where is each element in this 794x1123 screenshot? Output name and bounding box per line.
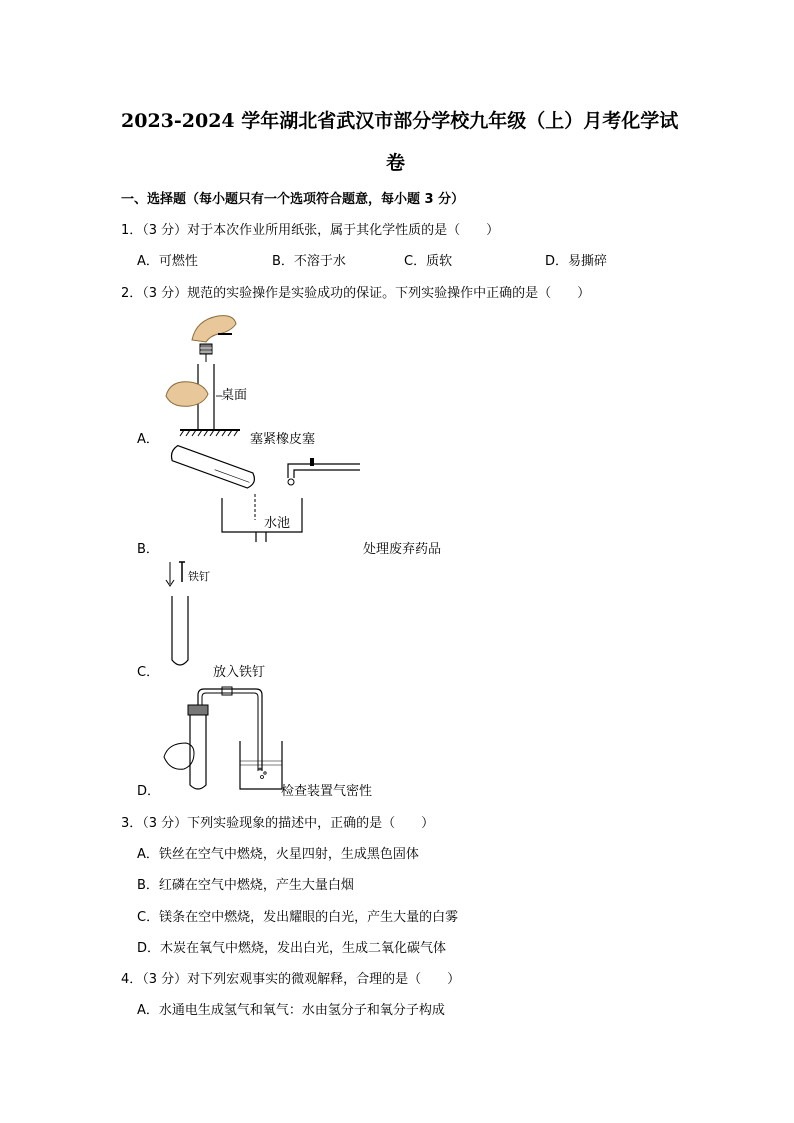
option-a-caption: 塞紧橡皮塞 [250, 432, 316, 447]
option-b-caption: 处理废弃药品 [363, 542, 442, 557]
question-3-option-c[interactable]: C．镁条在空中燃烧，发出耀眼的白光，产生大量的白雾 [137, 910, 459, 925]
question-1-option-a: A．可燃性 [137, 254, 198, 269]
question-4-stem: 4．（3 分）对下列宏观事实的微观解释，合理的是（ ） [121, 972, 461, 987]
question-3-stem: 3．（3 分）下列实验现象的描述中，正确的是（ ） [121, 816, 435, 831]
question-4-option-a[interactable]: A．水通电生成氢气和氧气：水由氢分子和氧分子构成 [137, 1003, 445, 1018]
question-3-option-b[interactable]: B．红磷在空气中燃烧，产生大量白烟 [137, 878, 354, 893]
tilted-test-tube-icon [169, 445, 256, 490]
option-c-label-nail: 铁钉 [188, 570, 210, 583]
test-tube-icon [172, 596, 188, 665]
question-2-option-a[interactable]: A． [137, 432, 159, 447]
hand-lower-icon [166, 382, 208, 407]
option-a-label-table: 桌面 [221, 388, 248, 403]
question-1-option-d: D．易撕碎 [545, 254, 608, 269]
faucet-icon [288, 464, 360, 478]
glass-tube-icon [198, 689, 262, 771]
question-2-stem: 2．（3 分）规范的实验操作是实验成功的保证。下列实验操作中正确的是（ ） [121, 286, 591, 301]
option-d-figure [160, 685, 290, 795]
question-2-option-c[interactable]: C． [137, 665, 160, 680]
option-a-figure [160, 310, 340, 440]
stopper-icon [188, 705, 208, 715]
question-2-option-b[interactable]: B． [137, 542, 159, 557]
option-b-label-sink: 水池 [264, 516, 291, 531]
paper-title-line2: 卷 [386, 152, 406, 174]
question-1-option-c: C．质软 [404, 254, 453, 269]
section-heading: 一、选择题（每小题只有一个选项符合题意，每小题 3 分） [121, 192, 465, 207]
hand-upper-icon [192, 316, 236, 342]
question-1-stem: 1．（3 分）对于本次作业所用纸张，属于其化学性质的是（ ） [121, 223, 500, 238]
option-b-figure [160, 448, 370, 548]
question-3-option-d[interactable]: D．木炭在氧气中燃烧，发出白光，生成二氧化碳气体 [137, 941, 447, 956]
option-d-caption: 检查装置气密性 [281, 784, 373, 799]
question-3-option-a[interactable]: A．铁丝在空气中燃烧，火星四射，生成黑色固体 [137, 847, 419, 862]
rubber-stopper-icon [200, 344, 212, 354]
option-c-caption: 放入铁钉 [213, 665, 266, 680]
test-tube-icon [190, 711, 206, 789]
question-1-option-b: B．不溶于水 [272, 254, 346, 269]
paper-title-line1: 2023-2024 学年湖北省武汉市部分学校九年级（上）月考化学试 [121, 110, 679, 132]
question-2-option-d[interactable]: D． [137, 784, 161, 799]
